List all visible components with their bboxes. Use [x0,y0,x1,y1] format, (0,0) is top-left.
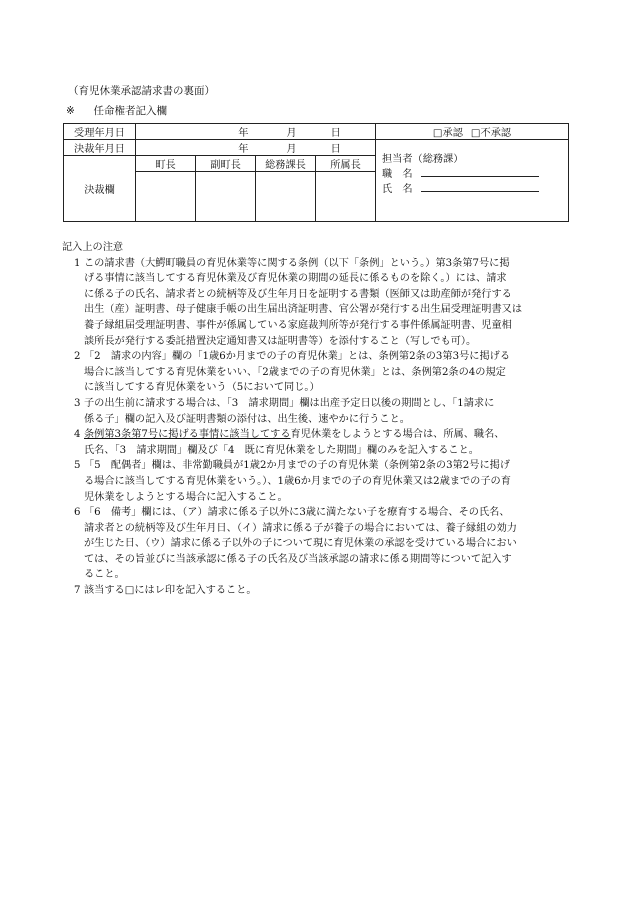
note-line: に該当してする育児休業をいう（5において同じ。） [84,382,320,394]
reject-checkbox[interactable]: □不承認 [470,128,512,139]
note-item: 2 「2 請求の内容」欄の「1歳6か月までの子の育児休業」とは、条例第2条の3第3号に掲げる 場合に該当してする育児休業をいい、「2歳までの子の育児休業」とは、条例第2条の4の規定 に該当してする育児休業をいう（5において同じ。） [62,349,582,396]
note-item: 7 該当する□にはレ印を記入すること。 [62,583,582,599]
note-line: 「5 配偶者」欄は、非常勤職員が1歳2か月までの子の育児休業（条例第2条の3第2号に掲げ [84,460,511,472]
note-line: 談所長が発行する委託措置決定通知書又は証明書等）を添付すること（写しでも可）。 [84,335,477,347]
approver-general-affairs-chief: 総務課長 [256,156,316,172]
note-line: 場合に該当してする育児休業をいい、「2歳までの子の育児休業」とは、条例第2条の4の規定 [84,366,506,378]
note-line: 児休業をしようとする場合に記入すること。 [84,491,288,503]
note-line: ること。 [84,569,125,581]
appointer-form-table [63,123,569,222]
decision-year: 年 [238,144,249,155]
note-line: 養子縁組届受理証明書、事件が係属している家庭裁判所等が発行する事件係属証明書、児童相 [84,319,512,331]
note-line: 出生（産）証明書、母子健康手帳の出生届出済証明書、官公署が発行する出生届受理証明書又は [84,304,523,316]
decision-date-label: 決裁年月日 [64,140,136,156]
approver-department-head: 所属長 [316,156,376,172]
note-line: 子の出生前に請求する場合は、「3 請求期間」欄は出産予定日以後の期間とし、「1請求に [84,397,495,409]
note-line: 条例第3条第7号に掲げる事情に該当してする育児休業をしようとする場合は、所属、職名、 [84,429,505,441]
receipt-month: 月 [286,128,297,139]
note-line: 氏名、「3 請求期間」欄及び「4 既に育児休業をした期間」欄のみを記入すること。 [84,444,479,456]
notes-section [62,240,582,599]
reference-mark: ※ [66,105,75,117]
note-line: に係る子の氏名、請求者との続柄等及び生年月日を証明する書類（医師又は助産師が発行する [84,288,512,300]
name-line[interactable] [421,182,539,192]
note-line: 「6 備考」欄には、（ア）請求に係る子以外に3歳に満たない子を療育する場合、その氏名、 [84,507,510,519]
kessai-label: 決裁欄 [64,156,136,222]
note-item: 6 「6 備考」欄には、（ア）請求に係る子以外に3歳に満たない子を療育する場合、その氏名、 請求者との続柄等及び生年月日、（イ）請求に係る子が養子の場合においては、養子縁組の効力 が生じた日、（ウ）請求に係る子以外の子について現に育児休業の承認を受けている場合におい ては、その旨並びに当該承認に係る子の氏名及び当該承認の請求に係る期間等について記入す ること。 [62,505,582,583]
approve-checkbox[interactable]: □承認 [432,128,463,139]
note-line: 該当する□にはレ印を記入すること。 [84,585,257,597]
staff-in-charge-label: 担当者（総務課） [382,154,464,165]
notes-title: 記入上の注意 [62,242,124,253]
section-header [66,104,167,118]
note-item: 5 「5 配偶者」欄は、非常勤職員が1歳2か月までの子の育児休業（条例第2条の3第2号に掲げ る場合に該当してする育児休業をいう。）、1歳6か月までの子の育児休業又は2歳までの子の育 児休業をしようとする場合に記入すること。 [62,458,582,505]
note-line: 係る子」欄の記入及び証明書類の添付は、出生後、速やかに行うこと。 [84,413,410,425]
receipt-year: 年 [238,128,249,139]
note-item: 3 子の出生前に請求する場合は、「3 請求期間」欄は出産予定日以後の期間とし、「1請求に 係る子」欄の記入及び証明書類の添付は、出生後、速やかに行うこと。 [62,396,582,427]
receipt-day: 日 [330,128,341,139]
staff-in-charge-cell [376,140,569,222]
note-line: げる事情に該当してする育児休業及び育児休業の期間の延長に係るものを除く。）には、請求 [84,273,507,285]
receipt-date-field[interactable] [136,124,376,140]
note-item: 4 条例第3条第7号に掲げる事情に該当してする育児休業をしようとする場合は、所属、職名、 氏名、「3 請求期間」欄及び「4 既に育児休業をした期間」欄のみを記入すること。 [62,427,582,458]
job-title-label: 職 名 [382,169,413,180]
decision-day: 日 [330,144,341,155]
note-line: が生じた日、（ウ）請求に係る子以外の子について現に育児休業の承認を受けている場合におい [84,538,517,550]
seal-box-deputy-mayor[interactable] [196,172,256,222]
note-line: ては、その旨並びに当該承認に係る子の氏名及び当該承認の請求に係る期間等について記入す [84,553,512,565]
seal-box-mayor[interactable] [136,172,196,222]
page-heading: （育児休業承認請求書の裏面） [68,85,215,97]
note-item: 1 この請求書（大鰐町職員の育児休業等に関する条例（以下「条例」という。）第3条第7号に掲 げる事情に該当してする育児休業及び育児休業の期間の延長に係るものを除く。）には、請求 に係る子の氏名、請求者との続柄等及び生年月日を証明する書類（医師又は助産師が発行する 出生（産）証明書、母子健康手帳の出生届出済証明書、官公署が発行する出生届受理証明書又は 養子縁組届受理証明書、事件が係属している家庭裁判所等が発行する事件係属証明書、児童相 談所長が発行する委託措置決定通知書又は証明書等）を添付すること（写しでも可）。 [62,256,582,350]
job-title-line[interactable] [421,167,539,177]
decision-month: 月 [286,144,297,155]
seal-box-general-affairs-chief[interactable] [256,172,316,222]
underlined-condition: 条例第3条第7号に掲げる事情に該当してする [84,429,291,441]
receipt-date-label: 受理年月日 [64,124,136,140]
note-line: この請求書（大鰐町職員の育児休業等に関する条例（以下「条例」という。）第3条第7号に掲 [84,257,510,269]
note-line: る場合に該当してする育児休業をいう。）、1歳6か月までの子の育児休業又は2歳までの子の育 [84,475,511,487]
approver-mayor: 町長 [136,156,196,172]
seal-box-department-head[interactable] [316,172,376,222]
decision-date-field[interactable] [136,140,376,156]
approver-deputy-mayor: 副町長 [196,156,256,172]
note-line: 「2 請求の内容」欄の「1歳6か月までの子の育児休業」とは、条例第2条の3第3号に掲げる [84,351,511,363]
note-line: 請求者との続柄等及び生年月日、（イ）請求に係る子が養子の場合においては、養子縁組の効力 [84,522,517,534]
approval-options [376,124,569,140]
name-label: 氏 名 [382,184,413,195]
section-title: 任命権者記入欄 [93,105,167,117]
